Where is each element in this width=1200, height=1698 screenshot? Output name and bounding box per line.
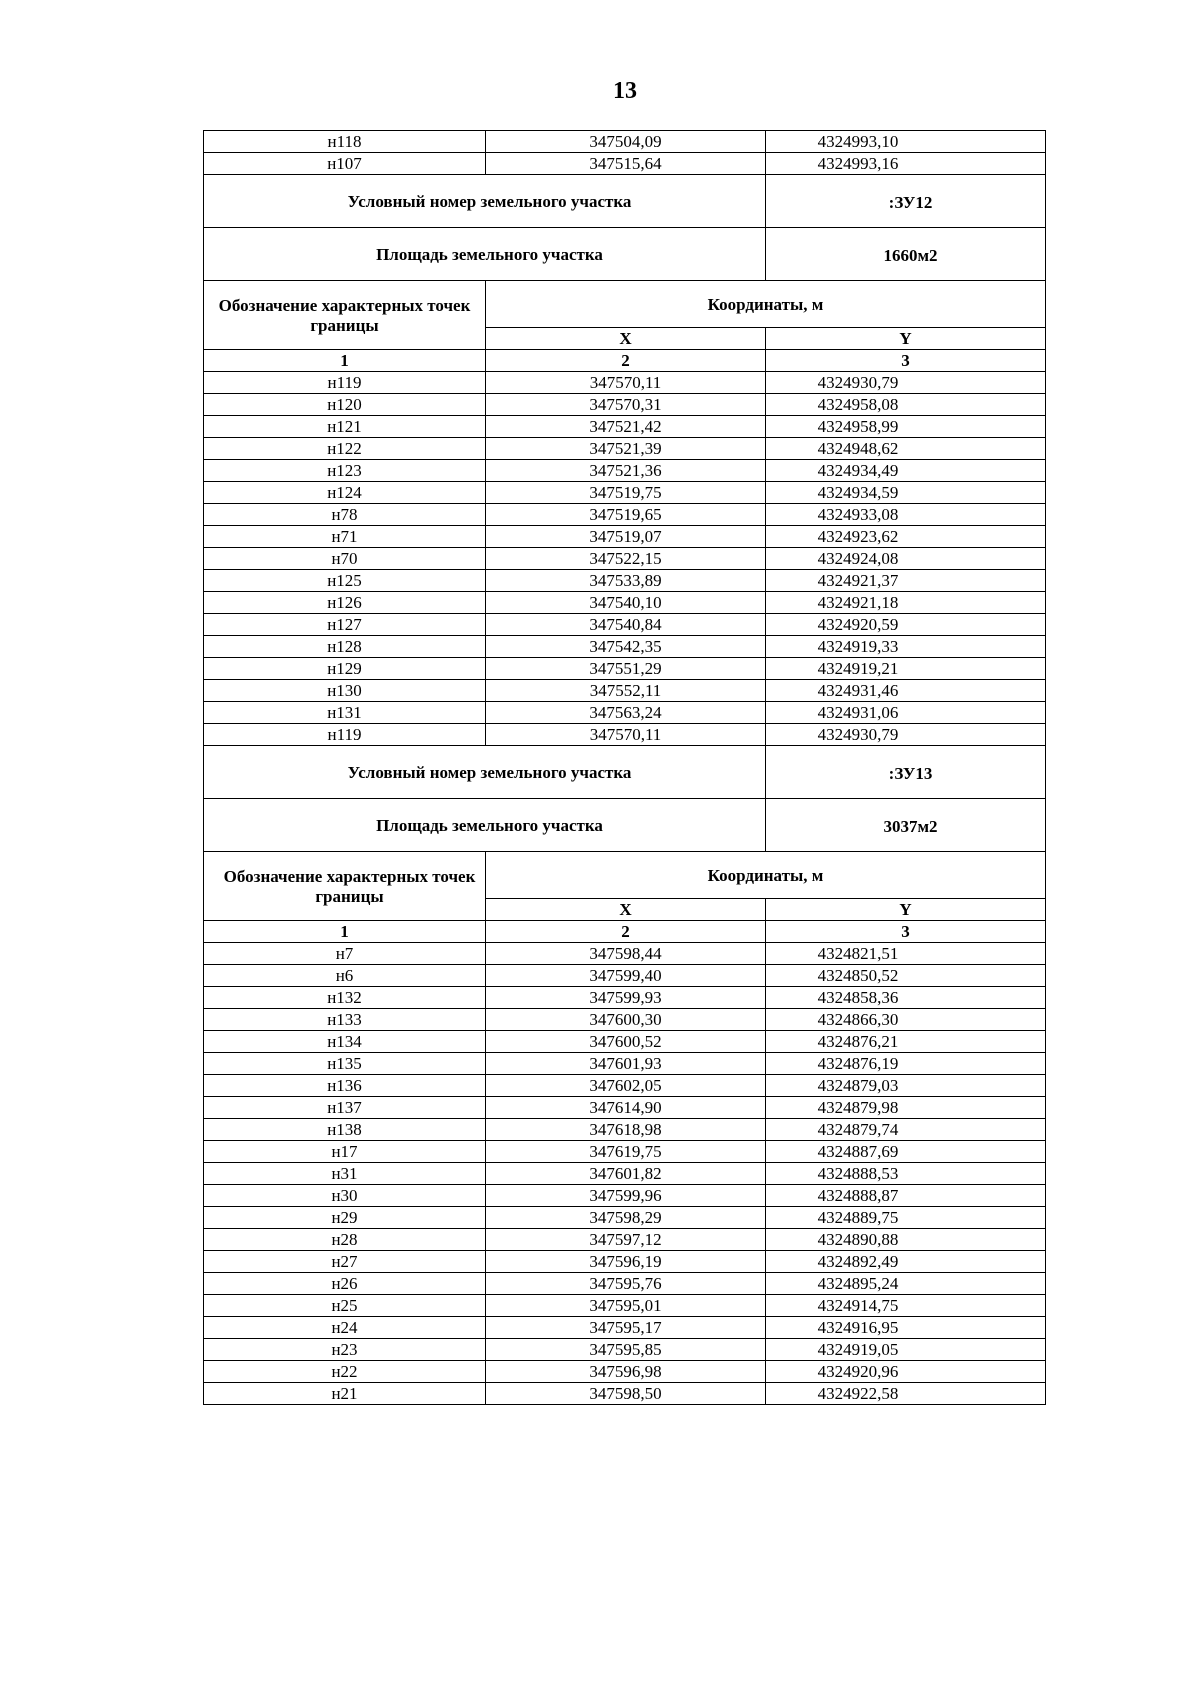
table-row — [204, 1207, 1046, 1229]
y-cell: 4324993,16 — [766, 153, 1046, 175]
table-row — [204, 1031, 1046, 1053]
table-row — [204, 943, 1046, 965]
x-cell: 347600,30 — [486, 1009, 766, 1031]
y-cell: 4324888,87 — [766, 1185, 1046, 1207]
point-cell: н134 — [204, 1031, 486, 1053]
table-row — [204, 416, 1046, 438]
point-cell: н136 — [204, 1075, 486, 1097]
y-cell: 4324879,98 — [766, 1097, 1046, 1119]
y-cell: 4324920,96 — [766, 1361, 1046, 1383]
x-cell: 347533,89 — [486, 570, 766, 592]
point-cell: н31 — [204, 1163, 486, 1185]
table-row — [204, 680, 1046, 702]
point-cell: н138 — [204, 1119, 486, 1141]
x-cell: 347521,39 — [486, 438, 766, 460]
plot-area-value: 1660м2 — [766, 228, 1046, 281]
point-cell: н123 — [204, 460, 486, 482]
point-cell: н26 — [204, 1273, 486, 1295]
y-cell: 4324879,74 — [766, 1119, 1046, 1141]
table-row — [204, 438, 1046, 460]
x-cell: 347570,11 — [486, 372, 766, 394]
header-row — [204, 281, 1046, 328]
y-header: Y — [766, 899, 1046, 921]
table-row — [204, 614, 1046, 636]
y-cell: 4324919,33 — [766, 636, 1046, 658]
plot-area-row — [204, 799, 1046, 852]
x-cell: 347599,96 — [486, 1185, 766, 1207]
x-cell: 347552,11 — [486, 680, 766, 702]
y-cell: 4324930,79 — [766, 724, 1046, 746]
x-cell: 347598,50 — [486, 1383, 766, 1405]
coords-header: Координаты, м — [486, 281, 1046, 328]
point-cell: н30 — [204, 1185, 486, 1207]
x-cell: 347519,65 — [486, 504, 766, 526]
y-header: Y — [766, 328, 1046, 350]
y-cell: 4324887,69 — [766, 1141, 1046, 1163]
point-cell: н121 — [204, 416, 486, 438]
point-cell: н25 — [204, 1295, 486, 1317]
y-cell: 4324879,03 — [766, 1075, 1046, 1097]
y-cell: 4324890,88 — [766, 1229, 1046, 1251]
table-row — [204, 724, 1046, 746]
table-row — [204, 394, 1046, 416]
point-cell: н6 — [204, 965, 486, 987]
x-cell: 347540,10 — [486, 592, 766, 614]
plot-area-label: Площадь земельного участка — [204, 228, 766, 281]
y-cell: 4324858,36 — [766, 987, 1046, 1009]
y-cell: 4324931,06 — [766, 702, 1046, 724]
x-cell: 347570,31 — [486, 394, 766, 416]
y-cell: 4324923,62 — [766, 526, 1046, 548]
point-cell: н126 — [204, 592, 486, 614]
y-cell: 4324931,46 — [766, 680, 1046, 702]
table-row — [204, 1339, 1046, 1361]
table-row — [204, 504, 1046, 526]
y-cell: 4324958,99 — [766, 416, 1046, 438]
table-row — [204, 658, 1046, 680]
table-row — [204, 1163, 1046, 1185]
point-cell: н119 — [204, 372, 486, 394]
x-cell: 347595,85 — [486, 1339, 766, 1361]
col-num-3: 3 — [766, 350, 1046, 372]
col-num-2: 2 — [486, 921, 766, 943]
col-num-1: 1 — [204, 350, 486, 372]
table-row — [204, 526, 1046, 548]
point-cell: н129 — [204, 658, 486, 680]
y-cell: 4324948,62 — [766, 438, 1046, 460]
x-cell: 347570,11 — [486, 724, 766, 746]
table-row — [204, 1383, 1046, 1405]
y-cell: 4324993,10 — [766, 131, 1046, 153]
point-cell: н27 — [204, 1251, 486, 1273]
x-header: X — [486, 899, 766, 921]
table-row — [204, 1097, 1046, 1119]
table-row — [204, 372, 1046, 394]
x-cell: 347601,93 — [486, 1053, 766, 1075]
point-cell: н119 — [204, 724, 486, 746]
point-cell: н124 — [204, 482, 486, 504]
point-cell: н70 — [204, 548, 486, 570]
x-cell: 347551,29 — [486, 658, 766, 680]
column-number-row — [204, 921, 1046, 943]
x-cell: 347597,12 — [486, 1229, 766, 1251]
plot-number-row — [204, 746, 1046, 799]
x-cell: 347600,52 — [486, 1031, 766, 1053]
points-header: Обозначение характерных точек границы — [204, 281, 486, 350]
table-row — [204, 548, 1046, 570]
table-row — [204, 965, 1046, 987]
y-cell: 4324895,24 — [766, 1273, 1046, 1295]
point-cell: н130 — [204, 680, 486, 702]
y-cell: 4324920,59 — [766, 614, 1046, 636]
x-cell: 347542,35 — [486, 636, 766, 658]
y-cell: 4324922,58 — [766, 1383, 1046, 1405]
y-cell: 4324921,37 — [766, 570, 1046, 592]
col-num-3: 3 — [766, 921, 1046, 943]
table-row — [204, 1273, 1046, 1295]
table-row — [204, 1119, 1046, 1141]
x-cell: 347521,36 — [486, 460, 766, 482]
table-row — [204, 1229, 1046, 1251]
table-row — [204, 636, 1046, 658]
x-header: X — [486, 328, 766, 350]
x-cell: 347519,07 — [486, 526, 766, 548]
table-row — [204, 1361, 1046, 1383]
y-cell: 4324921,18 — [766, 592, 1046, 614]
table-row — [204, 153, 1046, 175]
table-row — [204, 482, 1046, 504]
x-cell: 347599,93 — [486, 987, 766, 1009]
page-number: 13 — [613, 78, 637, 104]
y-cell: 4324916,95 — [766, 1317, 1046, 1339]
table-row — [204, 1295, 1046, 1317]
point-cell: н135 — [204, 1053, 486, 1075]
table-row — [204, 131, 1046, 153]
plot-number-label: Условный номер земельного участка — [204, 746, 766, 799]
table-row — [204, 570, 1046, 592]
point-cell: н29 — [204, 1207, 486, 1229]
y-cell: 4324930,79 — [766, 372, 1046, 394]
x-cell: 347595,01 — [486, 1295, 766, 1317]
plot-number-value: :ЗУ12 — [766, 175, 1046, 228]
point-cell: н107 — [204, 153, 486, 175]
points-header: Обозначение характерных точек границы — [204, 852, 486, 921]
point-cell: н131 — [204, 702, 486, 724]
table-row — [204, 592, 1046, 614]
point-cell: н122 — [204, 438, 486, 460]
plot-area-value: 3037м2 — [766, 799, 1046, 852]
y-cell: 4324919,21 — [766, 658, 1046, 680]
table-row — [204, 1317, 1046, 1339]
x-cell: 347598,44 — [486, 943, 766, 965]
x-cell: 347521,42 — [486, 416, 766, 438]
table-row — [204, 1251, 1046, 1273]
x-cell: 347619,75 — [486, 1141, 766, 1163]
plot-number-row — [204, 175, 1046, 228]
x-cell: 347596,19 — [486, 1251, 766, 1273]
x-cell: 347602,05 — [486, 1075, 766, 1097]
point-cell: н125 — [204, 570, 486, 592]
coords-header: Координаты, м — [486, 852, 1046, 899]
column-number-row — [204, 350, 1046, 372]
table-row — [204, 460, 1046, 482]
point-cell: н137 — [204, 1097, 486, 1119]
point-cell: н21 — [204, 1383, 486, 1405]
point-cell: н23 — [204, 1339, 486, 1361]
table-row — [204, 1009, 1046, 1031]
coordinates-table — [203, 130, 1046, 1405]
x-cell: 347614,90 — [486, 1097, 766, 1119]
point-cell: н132 — [204, 987, 486, 1009]
x-cell: 347601,82 — [486, 1163, 766, 1185]
col-num-2: 2 — [486, 350, 766, 372]
y-cell: 4324876,21 — [766, 1031, 1046, 1053]
plot-area-label: Площадь земельного участка — [204, 799, 766, 852]
x-cell: 347515,64 — [486, 153, 766, 175]
x-cell: 347563,24 — [486, 702, 766, 724]
x-cell: 347519,75 — [486, 482, 766, 504]
y-cell: 4324866,30 — [766, 1009, 1046, 1031]
table-row — [204, 1053, 1046, 1075]
y-cell: 4324888,53 — [766, 1163, 1046, 1185]
plot-number-label: Условный номер земельного участка — [204, 175, 766, 228]
y-cell: 4324889,75 — [766, 1207, 1046, 1229]
point-cell: н28 — [204, 1229, 486, 1251]
point-cell: н118 — [204, 131, 486, 153]
y-cell: 4324934,59 — [766, 482, 1046, 504]
y-cell: 4324850,52 — [766, 965, 1046, 987]
point-cell: н7 — [204, 943, 486, 965]
point-cell: н22 — [204, 1361, 486, 1383]
plot-number-value: :ЗУ13 — [766, 746, 1046, 799]
y-cell: 4324914,75 — [766, 1295, 1046, 1317]
col-num-1: 1 — [204, 921, 486, 943]
y-cell: 4324919,05 — [766, 1339, 1046, 1361]
x-cell: 347595,17 — [486, 1317, 766, 1339]
x-cell: 347540,84 — [486, 614, 766, 636]
table-row — [204, 1075, 1046, 1097]
coordinates-table-body — [204, 131, 1046, 1405]
x-cell: 347618,98 — [486, 1119, 766, 1141]
table-row — [204, 1141, 1046, 1163]
x-cell: 347595,76 — [486, 1273, 766, 1295]
y-cell: 4324934,49 — [766, 460, 1046, 482]
x-cell: 347504,09 — [486, 131, 766, 153]
point-cell: н128 — [204, 636, 486, 658]
x-cell: 347522,15 — [486, 548, 766, 570]
point-cell: н24 — [204, 1317, 486, 1339]
point-cell: н127 — [204, 614, 486, 636]
y-cell: 4324933,08 — [766, 504, 1046, 526]
point-cell: н17 — [204, 1141, 486, 1163]
plot-area-row — [204, 228, 1046, 281]
point-cell: н78 — [204, 504, 486, 526]
x-cell: 347596,98 — [486, 1361, 766, 1383]
x-cell: 347598,29 — [486, 1207, 766, 1229]
point-cell: н71 — [204, 526, 486, 548]
point-cell: н120 — [204, 394, 486, 416]
y-cell: 4324876,19 — [766, 1053, 1046, 1075]
header-row — [204, 852, 1046, 899]
y-cell: 4324924,08 — [766, 548, 1046, 570]
y-cell: 4324958,08 — [766, 394, 1046, 416]
table-row — [204, 987, 1046, 1009]
x-cell: 347599,40 — [486, 965, 766, 987]
point-cell: н133 — [204, 1009, 486, 1031]
table-row — [204, 702, 1046, 724]
y-cell: 4324892,49 — [766, 1251, 1046, 1273]
y-cell: 4324821,51 — [766, 943, 1046, 965]
table-row — [204, 1185, 1046, 1207]
